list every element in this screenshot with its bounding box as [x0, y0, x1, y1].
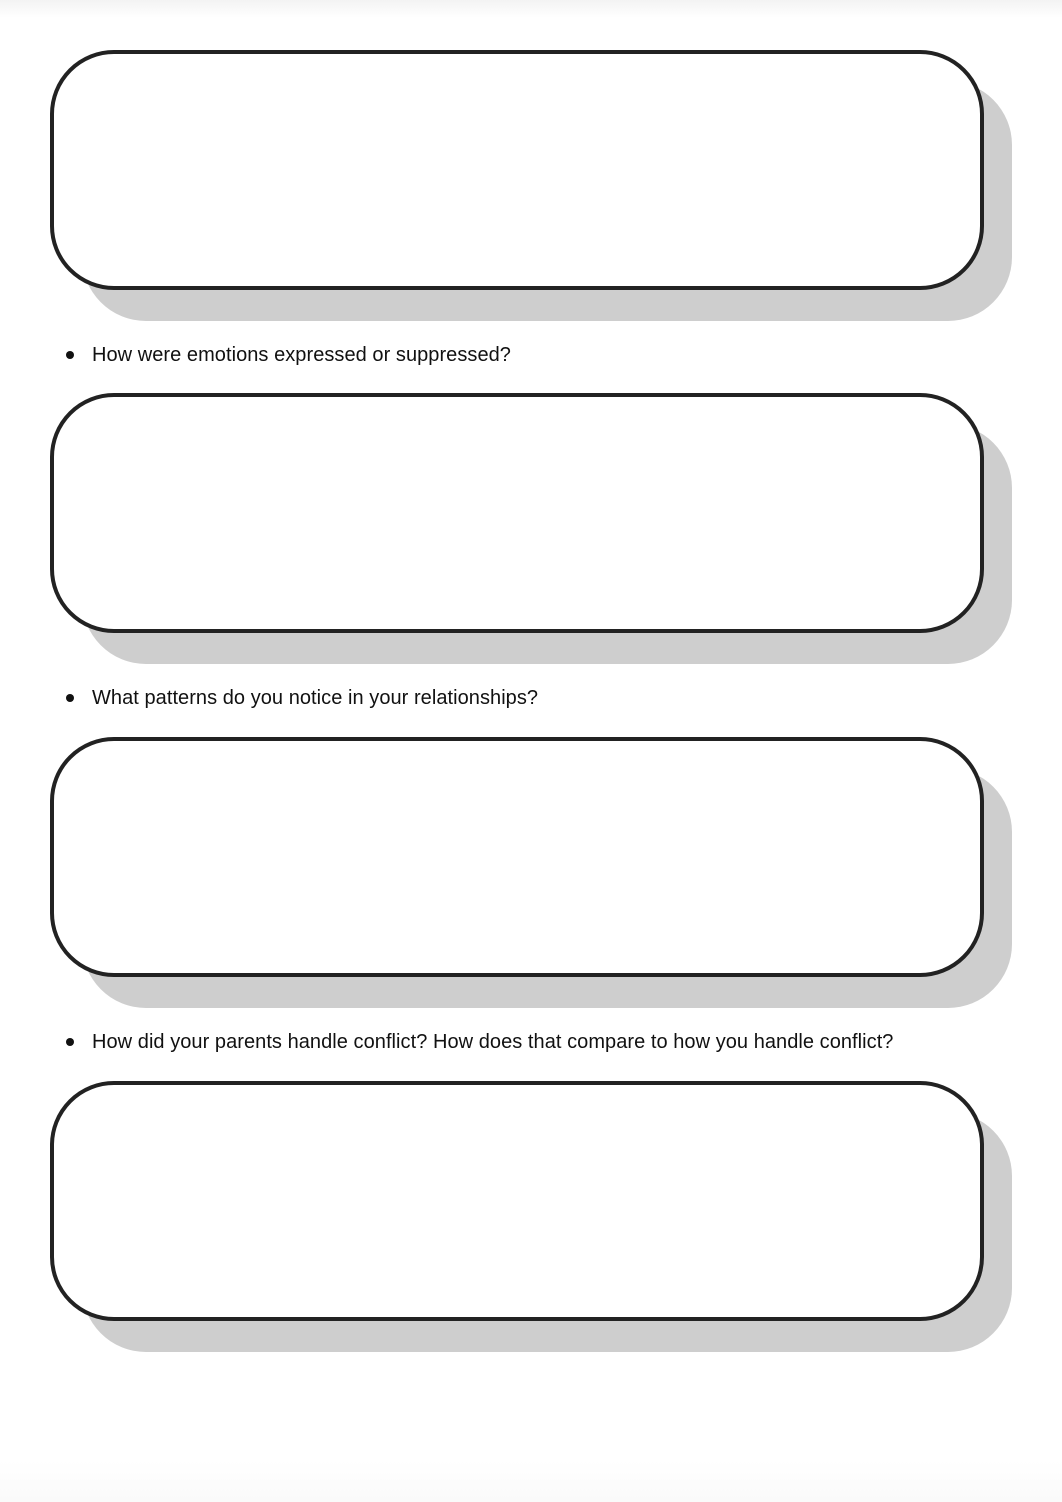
answer-field-4[interactable] — [50, 1081, 984, 1321]
answer-box-2 — [50, 393, 984, 633]
question-2 — [66, 686, 538, 710]
question-2-text: What patterns do you notice in your relationships? — [92, 686, 539, 709]
question-3 — [66, 1030, 893, 1054]
answer-field-2[interactable] — [50, 393, 984, 633]
question-3-text: How did your parents handle conflict? How does that compare to how you handle conflict? — [92, 1030, 894, 1053]
answer-box-1 — [50, 50, 984, 290]
question-1 — [66, 343, 511, 367]
answer-field-1[interactable] — [50, 50, 984, 290]
answer-box-3 — [50, 737, 984, 977]
question-1-text: How were emotions expressed or suppressed? — [92, 343, 511, 366]
answer-field-3[interactable] — [50, 737, 984, 977]
bullet-icon — [66, 351, 74, 359]
bullet-icon — [66, 694, 74, 702]
answer-box-4 — [50, 1081, 984, 1321]
bullet-icon — [66, 1038, 74, 1046]
